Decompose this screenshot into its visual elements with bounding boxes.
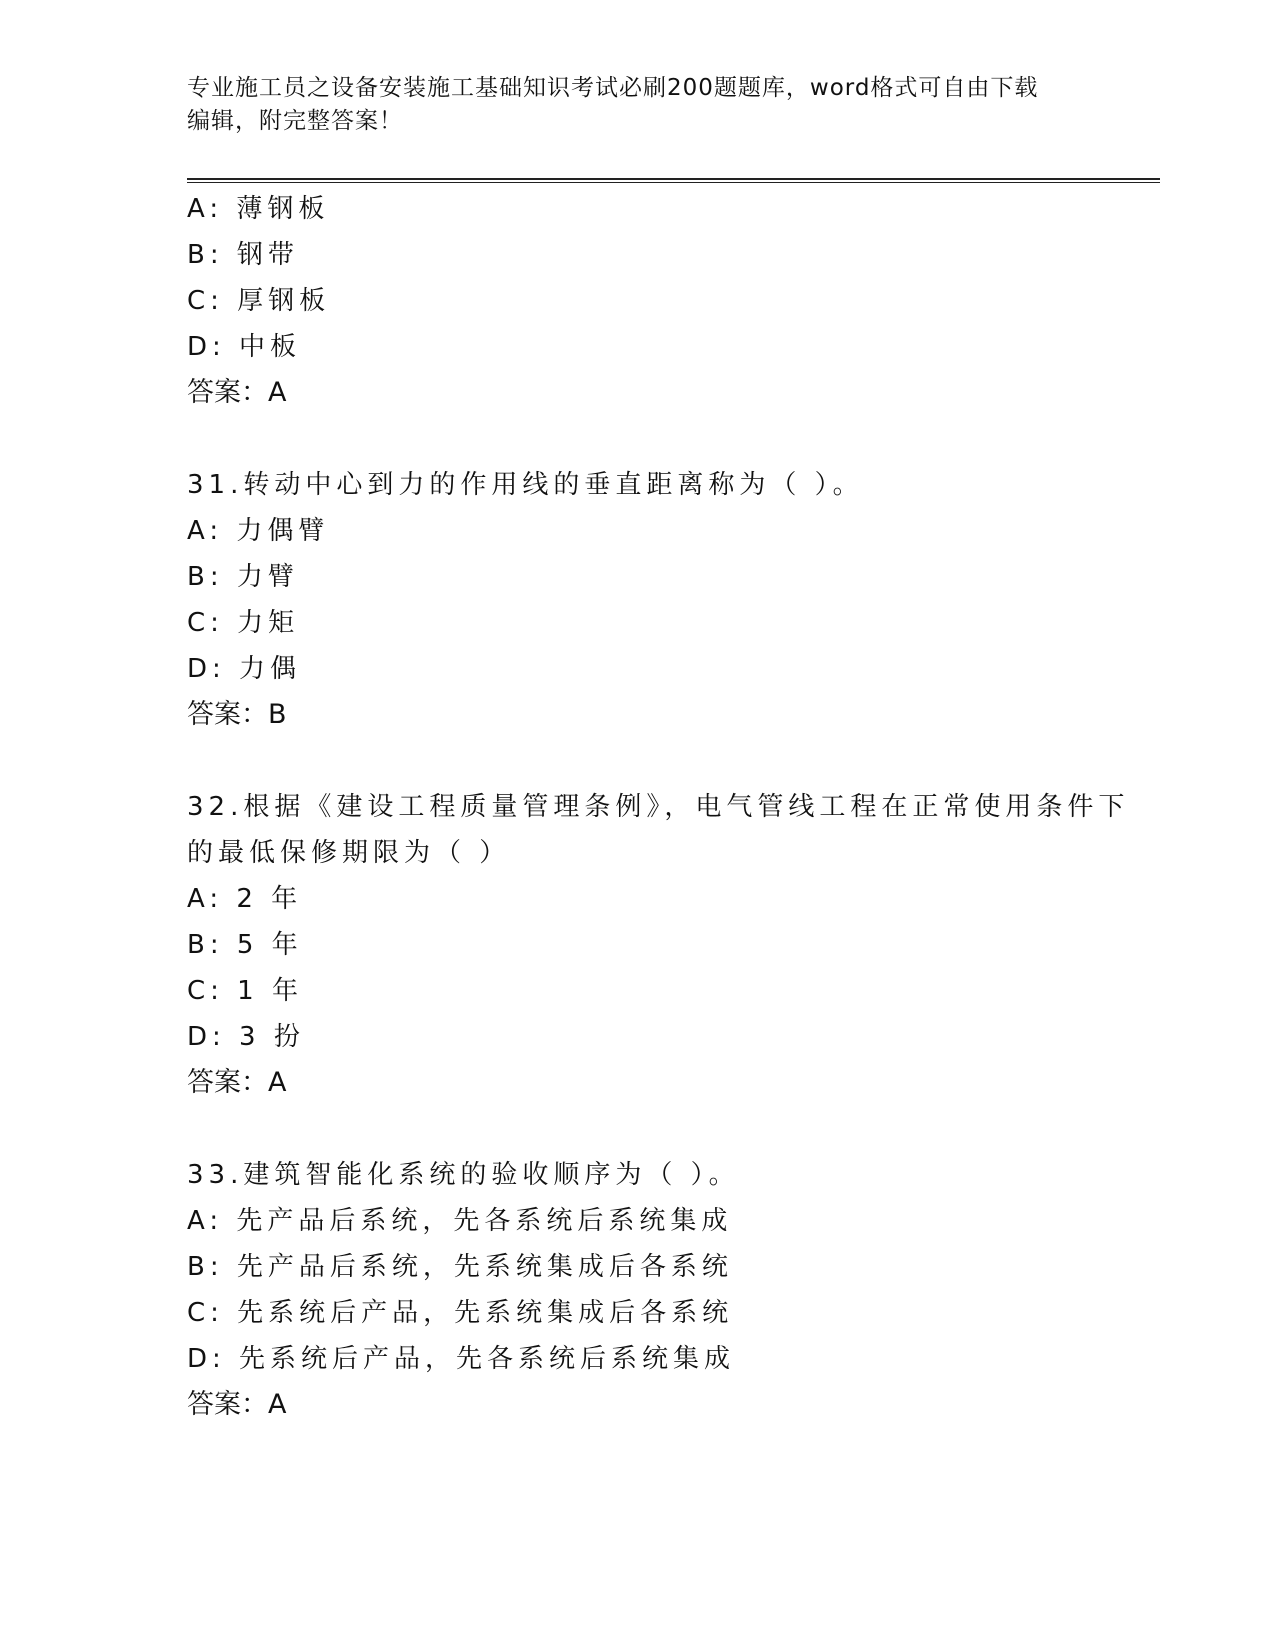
spacer (187, 1106, 1087, 1152)
question-stem: 33.建筑智能化系统的验收顺序为（ ）。 (187, 1160, 740, 1190)
option-c: C: 先系统后产品，先系统集成后各系统 (187, 1298, 734, 1328)
option-a: A: 先产品后系统，先各系统后系统集成 (187, 1206, 733, 1236)
option-c: C: 1 年 (187, 976, 303, 1006)
answer-label: 答案：A (187, 1067, 287, 1098)
option-a: A: 力偶臂 (187, 516, 330, 546)
header-divider (187, 178, 1160, 183)
option-d: D: 力偶 (187, 654, 302, 684)
question-stem-line-2: 的最低保修期限为（ ） (187, 838, 511, 868)
question-32-block (187, 784, 1130, 1106)
question-30-block (187, 186, 1087, 416)
question-list (187, 186, 1130, 1428)
page-header (187, 72, 1087, 138)
option-c: C: 厚钢板 (187, 286, 331, 316)
option-d: D: 中板 (187, 332, 302, 362)
option-d: D: 先系统后产品，先各系统后系统集成 (187, 1344, 736, 1374)
question-stem-line-1: 32.根据《建设工程质量管理条例》，电气管线工程在正常使用条件下 (187, 792, 1130, 822)
question-31-block (187, 462, 1087, 738)
spacer (187, 416, 1087, 462)
answer-label: 答案：B (187, 699, 287, 730)
option-b: B: 5 年 (187, 930, 303, 960)
option-b: B: 力臂 (187, 562, 299, 592)
option-a: A: 薄钢板 (187, 194, 330, 224)
option-a: A: 2 年 (187, 884, 303, 914)
option-c: C: 力矩 (187, 608, 300, 638)
question-33-block (187, 1152, 1087, 1428)
answer-label: 答案：A (187, 377, 287, 408)
spacer (187, 738, 1087, 784)
option-b: B: 钢带 (187, 240, 299, 270)
header-title-line-1: 专业施工员之设备安装施工基础知识考试必刷200题题库，word格式可自由下载 (187, 75, 1039, 101)
answer-label: 答案：A (187, 1389, 287, 1420)
option-d: D: 3 扮 (187, 1022, 305, 1052)
header-title-line-2: 编辑，附完整答案！ (187, 108, 403, 134)
option-b: B: 先产品后系统，先系统集成后各系统 (187, 1252, 733, 1282)
question-stem: 31.转动中心到力的作用线的垂直距离称为（ ）。 (187, 470, 864, 500)
